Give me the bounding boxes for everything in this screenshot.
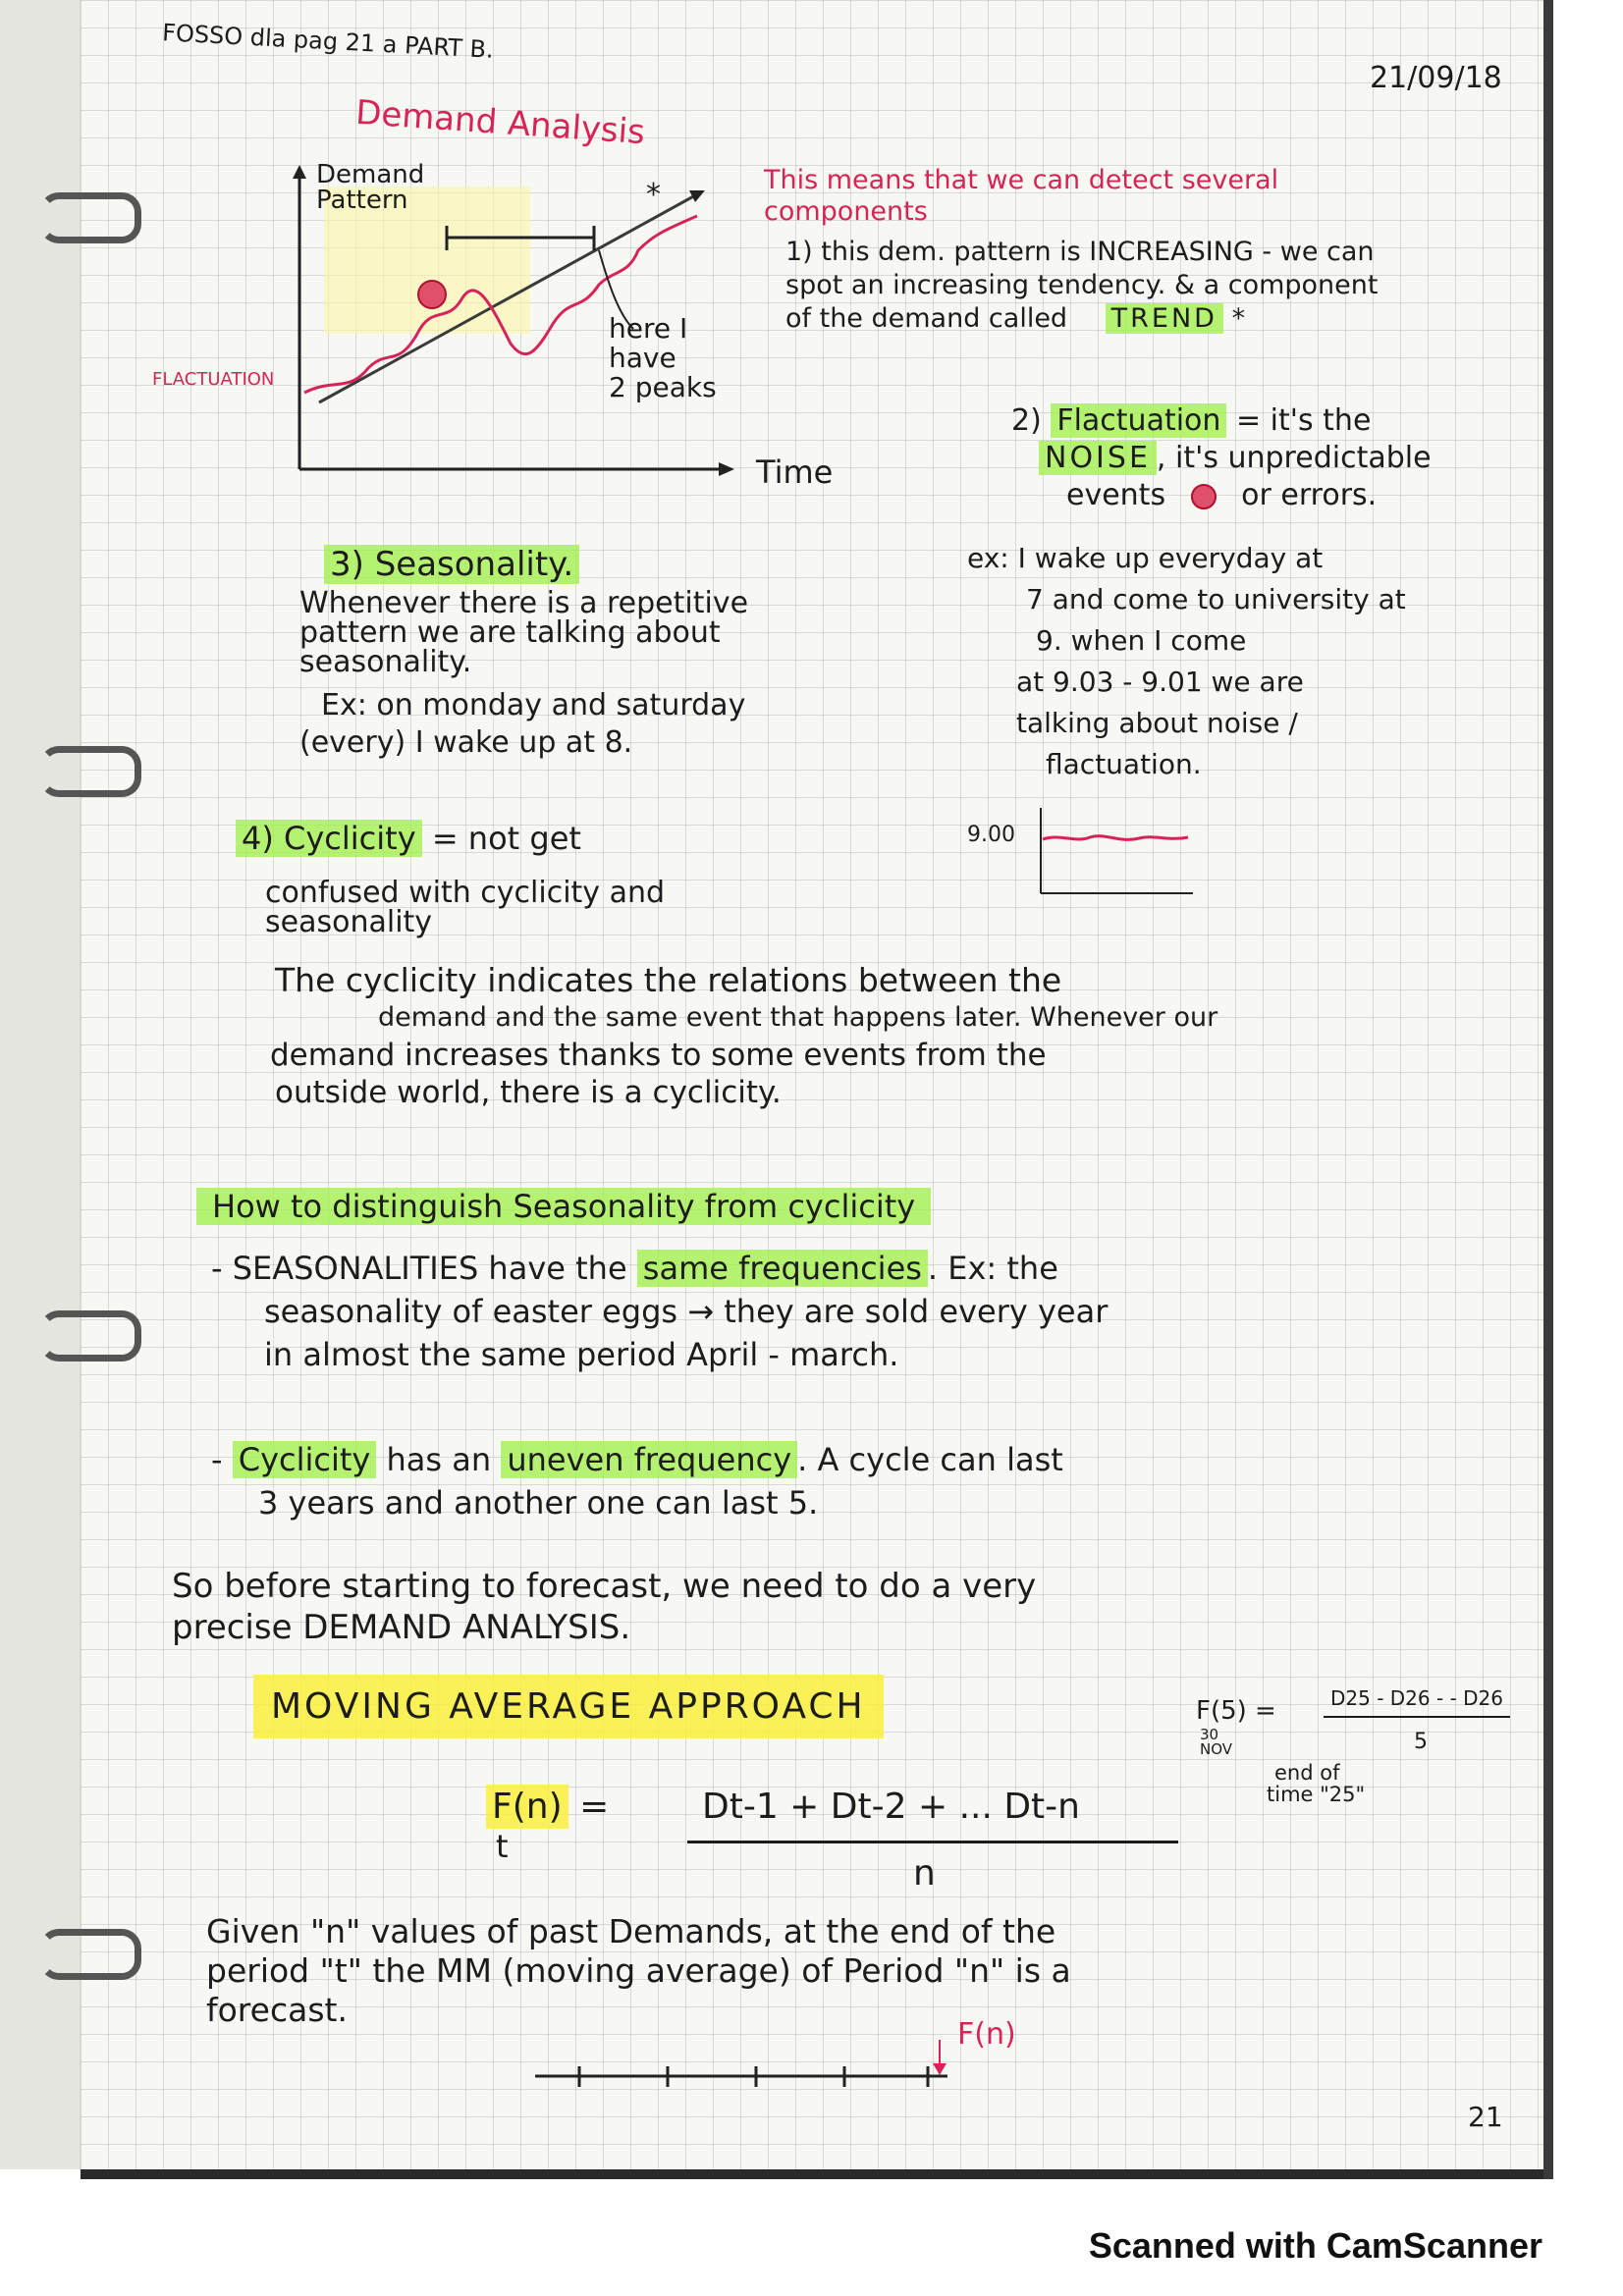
binder-ring-icon [39,192,141,243]
fluctuation-definition: = it's the [1235,403,1372,438]
trend-highlight: TREND [1106,303,1223,334]
page-bottom-edge [81,2169,1543,2179]
timeline-forecast-label: F(n) [957,2017,1016,2052]
peaks-note-line: here I [609,312,688,345]
binder-ring-icon [39,1310,141,1362]
given-line: forecast. [206,1991,348,2029]
seasonality-heading [324,545,579,584]
side-note-line: time "25" [1267,1783,1366,1806]
example-line: flactuation. [1046,748,1202,780]
side-formula-numerator: D25 - D26 - - D26 [1330,1686,1503,1710]
forecast-arrow-head-icon [933,2063,947,2075]
fluctuation-line [1011,440,1432,477]
bullet-line [211,1247,1108,1290]
x-axis-label: Time [756,454,834,491]
cyclicity-line: demand and the same event that happens later. Whenever our [378,1002,1218,1033]
page-right-edge [1543,0,1553,2179]
components-intro [764,165,1278,228]
conclusion-paragraph [172,1566,1036,1648]
distinguish-highlight: How to distinguish Seasonality from cyclicity [196,1188,931,1225]
cyclicity-bullet [211,1438,1063,1524]
conclusion-line: precise DEMAND ANALYSIS. [172,1608,631,1647]
bullet-lead: - SEASONALITIES have the [211,1250,627,1287]
uneven-frequency-highlight: uneven frequency [501,1441,797,1478]
trend-line-lead: of the demand called [785,303,1068,334]
trend-star-icon: * [646,178,661,212]
header-note: FOSSO dla pag 21 a PART B. [161,19,495,64]
conclusion-line: So before starting to forecast, we need to do a very [172,1567,1037,1606]
fluctuation-tag: FLACTUATION [152,369,275,390]
peaks-note-line: have [609,342,676,374]
noise-marker-icon [418,281,446,308]
bullet-line: - Cyclicity has an uneven frequency . A cycle can last [211,1441,1063,1478]
moving-average-highlight: MOVING AVERAGE APPROACH [253,1675,884,1738]
seasonality-paragraph [299,586,749,760]
cyclicity-note: = not get [431,820,581,857]
scanner-watermark: Scanned with CamScanner [1088,2225,1542,2266]
intro-line: components [764,196,928,227]
distinguish-heading [196,1188,931,1225]
given-line: period "t" the MM (moving average) of Period "n" is a [206,1951,1071,1990]
peaks-note [609,314,717,402]
bullet-tail: . A cycle can last [797,1441,1063,1478]
moving-average-heading [253,1686,884,1727]
x-axis-arrow-icon [719,462,734,476]
cyclicity-line: outside world, there is a cyclicity. [275,1075,782,1110]
page-title: Demand Analysis [353,92,647,153]
mini-noise-graph [1031,800,1208,908]
cyclicity-word-highlight: Cyclicity [233,1441,377,1478]
cyclicity-heading [236,820,581,857]
formula-lhs-highlight: F(n) [486,1785,568,1829]
page-number: 21 [1468,2101,1503,2133]
y-axis-label [316,162,424,213]
cyclicity-line: demand increases thanks to some events from the [270,1038,1047,1073]
fluctuation-line: 2) Flactuation = it's the [1011,403,1372,438]
y-axis-label-line: Demand [316,160,425,189]
same-frequencies-highlight: same frequencies [637,1250,928,1287]
formula-subscript: t [496,1828,509,1865]
side-formula-lhs: F(5) = [1196,1696,1276,1726]
seasonality-line: Whenever there is a repetitive [299,586,749,620]
formula-numerator: Dt-1 + Dt-2 + ... Dt-n [702,1787,1080,1827]
seasonality-line: seasonality. [299,645,472,679]
seasonality-highlight: 3) Seasonality. [324,545,579,584]
cyclicity-note-block [265,876,666,939]
binder-ring-icon [39,746,141,797]
side-formula-denominator: 5 [1414,1730,1428,1754]
page-left-edge [0,0,81,2169]
mini-noise-curve [1043,836,1188,840]
y-axis-label-line: Pattern [316,186,408,215]
fluctuation-paragraph [1011,402,1432,514]
trend-line-text: spot an increasing tendency. & a component [785,270,1379,300]
bullet-line: 3 years and another one can last 5. [258,1484,819,1522]
bullet-line: seasonality of easter eggs → they are sold every year [264,1293,1109,1330]
example-line: at 9.03 - 9.01 we are [1016,666,1304,698]
trend-line-text: of the demand called TREND * [785,303,1246,334]
fluctuation-highlight: Flactuation [1051,403,1226,438]
side-fraction-bar [1324,1716,1510,1718]
example-line: ex: I wake up everyday at [967,542,1324,574]
events-word: events [1066,478,1166,512]
example-line: talking about noise / [1016,707,1298,739]
side-formula-note [1267,1762,1365,1805]
seasonality-line: pattern we are talking about [299,615,721,650]
binder-ring-icon [39,1929,141,1980]
errors-word: or errors. [1241,478,1378,512]
cyclicity-line: confused with cyclicity and [265,876,666,910]
seasonality-line: (every) I wake up at 8. [299,725,633,760]
cyclicity-paragraph [270,961,1218,1111]
given-paragraph [206,1912,1071,2030]
example-line: 7 and come to university at [1026,583,1406,615]
noise-highlight: NOISE [1039,441,1157,475]
bullet-line: in almost the same period April - march. [264,1336,899,1373]
cyclicity-line: The cyclicity indicates the relations between the [275,961,1062,999]
peaks-note-line: 2 peaks [609,371,717,403]
example-line: 9. when I come [1036,624,1247,657]
side-formula-subscript: 30 NOV [1200,1726,1233,1758]
header-date: 21/09/18 [1370,61,1502,95]
mini-graph-label: 9.00 [967,823,1015,847]
fluctuation-definition: , it's unpredictable [1156,441,1432,475]
fluctuation-line [1011,477,1432,514]
bullet-mid: has an [386,1441,492,1478]
trend-paragraph [785,236,1378,336]
seasonality-line: Ex: on monday and saturday [321,688,746,722]
formula-lhs: F(n) = [486,1787,609,1827]
noise-dot-icon [1191,484,1217,509]
given-line: Given "n" values of past Demands, at the end of the [206,1912,1056,1950]
y-axis-arrow-icon [293,165,306,179]
cyclicity-highlight: 4) Cyclicity [236,820,422,857]
trend-line-text: 1) this dem. pattern is INCREASING - we can [785,237,1375,267]
formula-fraction-bar [687,1841,1178,1843]
formula-denominator: n [913,1853,936,1894]
intro-line: This means that we can detect several [764,165,1279,195]
cyclicity-line: seasonality [265,905,433,939]
seasonality-bullet [211,1247,1108,1376]
fluctuation-example [967,538,1406,785]
bullet-tail: . Ex: the [927,1250,1058,1287]
side-note-line: end of [1274,1761,1340,1785]
